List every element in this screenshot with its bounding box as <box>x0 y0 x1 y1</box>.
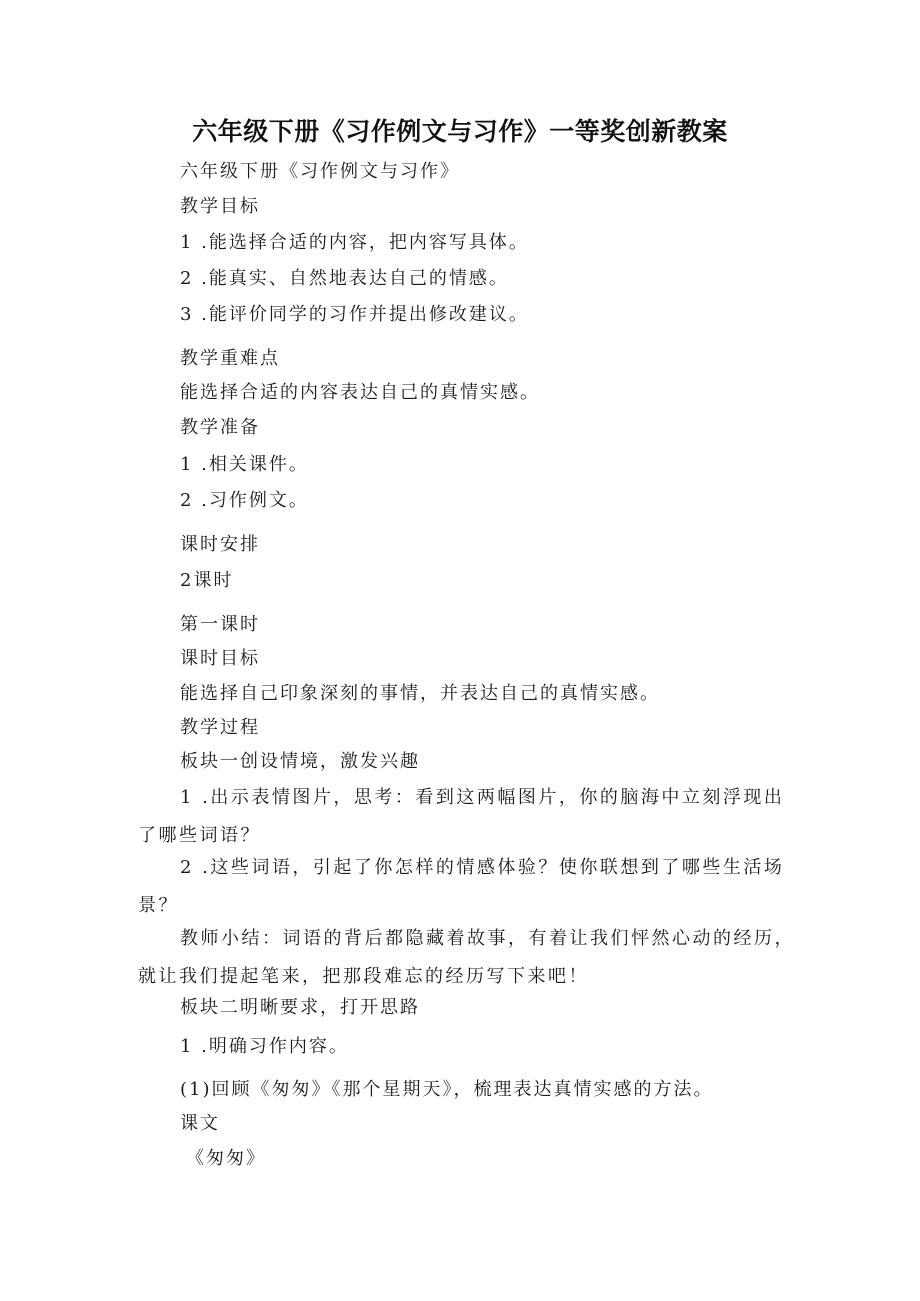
section-heading-process: 教学过程 <box>180 717 260 738</box>
schedule-text: 2课时 <box>180 570 234 591</box>
section-heading-lesson-goal: 课时目标 <box>180 648 260 669</box>
section-heading-objectives: 教学目标 <box>180 196 260 217</box>
section-heading-key-points: 教学重难点 <box>180 348 280 369</box>
subtitle: 六年级下册《习作例文与习作》 <box>180 161 460 182</box>
section-heading-first-lesson: 第一课时 <box>180 614 260 635</box>
block-two-subitem-1: (1)回顾《匆匆》《那个星期天》，梳理表达真情实感的方法。 <box>180 1079 714 1100</box>
objective-item-2: 2 .能真实、自然地表达自己的情感。 <box>180 268 509 289</box>
text-title: 《匆匆》 <box>186 1148 266 1169</box>
key-points-text: 能选择合适的内容表达自己的真情实感。 <box>180 382 540 403</box>
preparation-item-2: 2 .习作例文。 <box>180 490 309 511</box>
block-one-heading: 板块一创设情境，激发兴趣 <box>180 751 420 772</box>
block-two-item-1: 1 .明确习作内容。 <box>180 1036 349 1057</box>
objective-item-1: 1 .能选择合适的内容，把内容写具体。 <box>180 232 529 253</box>
preparation-item-1: 1 .相关课件。 <box>180 454 309 475</box>
section-heading-schedule: 课时安排 <box>180 534 260 555</box>
teacher-summary: 教师小结：词语的背后都隐藏着故事，有着让我们怦然心动的经历，就让我们提起笔来，把那段难忘的经历写下来吧！ <box>138 928 795 987</box>
lesson-goal-text: 能选择自己印象深刻的事情，并表达自己的真情实感。 <box>180 683 660 704</box>
process-item-2: 2 .这些词语，引起了你怎样的情感体验？使你联想到了哪些生活场景？ <box>138 857 785 916</box>
process-item-1: 1 .出示表情图片，思考：看到这两幅图片，你的脑海中立刻浮现出了哪些词语？ <box>138 787 785 846</box>
text-label: 课文 <box>180 1113 220 1134</box>
objective-item-3: 3 .能评价同学的习作并提出修改建议。 <box>180 304 529 325</box>
document-title: 六年级下册《习作例文与习作》一等奖创新教案 <box>192 117 728 146</box>
block-two-heading: 板块二明晰要求，打开思路 <box>180 997 420 1018</box>
section-heading-preparation: 教学准备 <box>180 417 260 438</box>
